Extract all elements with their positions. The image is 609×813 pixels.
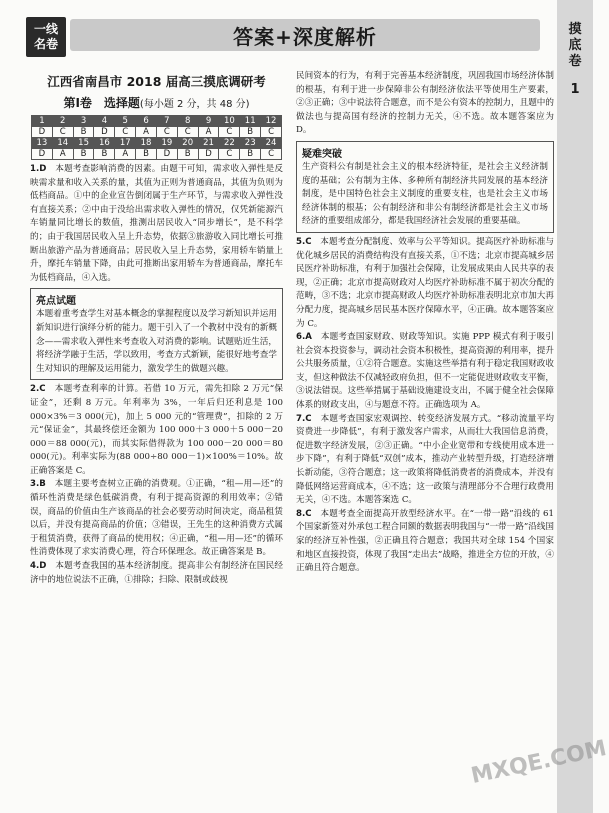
section-name: 第Ⅰ卷 选择题 bbox=[63, 96, 140, 110]
answer-cell: B bbox=[73, 149, 94, 160]
logo-line1: 一线 bbox=[33, 22, 58, 36]
section-note: (每小题 2 分，共 48 分) bbox=[139, 99, 250, 110]
answer-cell: C bbox=[219, 149, 240, 160]
answer-cell: C bbox=[115, 127, 136, 138]
q1-number: 1.D bbox=[30, 164, 47, 174]
answer-cell: B bbox=[73, 127, 94, 138]
q4-number: 4.D bbox=[30, 561, 47, 572]
q3-explanation bbox=[30, 478, 283, 560]
answer-cell: D bbox=[156, 149, 177, 160]
q8-text: 本题考查全面提高开放型经济水平。在“一带一路”沿线的 61 个国家新签对外承包工程合同额的数据表明我国与“一带一路”沿线国家的经济互补性强，②正确且符合题意；我国共对全球 154 个国家和地区直接投资，体现了我国“走出去”战略，推进全方位的开放，④正确且符合题意。 bbox=[296, 508, 555, 574]
difficulty-box bbox=[296, 141, 554, 233]
side-tab-label: 摸底卷 bbox=[568, 22, 582, 69]
question-number-cell: 14 bbox=[52, 138, 73, 149]
question-number-cell: 22 bbox=[219, 138, 240, 149]
answer-cell: B bbox=[240, 149, 261, 160]
q5-text: 本题考查分配制度、效率与公平等知识。提高医疗补助标准与优化城乡居民的消费结构没有直接关系，①不选；北京市提高城乡居民医疗补助标准，有利于加强社会保障，让发展成果由人民共享的表现，②正确；北京市提高财政对人均医疗补助标准不属于初次分配的范畴，③不选；北京市提高财政人均医疗补助标准表明北京市加大再分配力度，提高城乡居民基本医疗保障水平，④正确。故本题答案应为 C。 bbox=[296, 236, 554, 329]
q8-number: 8.C bbox=[296, 508, 312, 519]
q1-text: 本题考查影响消费的因素。由题干可知，需求收入弹性是反映需求量和收入关系的量，其值为正则为普通商品，其值为负则为低档商品。①中的企业宣告倒闭属于生产环节，与需求收入弹性没有直接关系；②中由于没给出需求收入弹性的情况，仅凭新能源汽车销量同比增长的数值，推测出居民收入“同步增长”，是不科学的；由于我国居民收入呈上升态势，依据③旅游收入同比增长可推断出旅游产品为普通商品；居民收入呈上升态势，家用轿车销量上升，摩托车销量下降，由此可推断出家用轿车为普通商品，摩托车为低档商品，④入选。 bbox=[30, 164, 283, 283]
answer-table-header-row bbox=[32, 116, 282, 127]
q4-continued: 民间资本的行为，有利于完善基本经济制度，巩固我国市场经济体制的根基，有利于进一步保障非公有制经济依法平等使用生产要素，②③正确；③中说法符合题意，而不是公有资本的控制力，且题中的做法也与提高国有经济的控制力无关，④不选。故本题答案应为 D。 bbox=[296, 71, 554, 136]
question-number-cell: 20 bbox=[177, 138, 198, 149]
logo-line2: 名卷 bbox=[33, 37, 58, 51]
q5-number: 5.C bbox=[296, 236, 312, 247]
answer-cell: D bbox=[94, 127, 115, 138]
question-number-cell: 10 bbox=[219, 116, 240, 127]
answer-table-answer-row bbox=[32, 127, 282, 138]
answer-cell: C bbox=[219, 127, 240, 138]
question-number-cell: 19 bbox=[156, 138, 177, 149]
q5-explanation bbox=[296, 236, 554, 331]
difficulty-box-text: 生产资料公有制是社会主义的根本经济特征，是社会主义经济制度的基础；公有制为主体、多种所有制经济共同发展的基本经济制度，是中国特色社会主义制度的重要支柱，也是社会主义市场经济体制的根基；公有制经济和非公有制经济都是社会主义市场经济的重要组成部分，都是我国经济社会发展的重要基础。 bbox=[302, 161, 548, 227]
q7-explanation bbox=[296, 413, 554, 508]
question-number-cell: 4 bbox=[94, 116, 115, 127]
question-number-cell: 23 bbox=[240, 138, 261, 149]
question-number-cell: 9 bbox=[198, 116, 219, 127]
highlight-box-title: 亮点试题 bbox=[36, 296, 76, 308]
highlight-box bbox=[30, 288, 283, 380]
q8-explanation bbox=[296, 508, 554, 576]
question-number-cell: 24 bbox=[261, 138, 282, 149]
q2-explanation bbox=[30, 383, 283, 478]
difficulty-box-title: 疑难突破 bbox=[302, 148, 342, 160]
q1-explanation bbox=[30, 163, 283, 285]
question-number-cell: 18 bbox=[136, 138, 157, 149]
answer-cell: A bbox=[115, 149, 136, 160]
question-number-cell: 13 bbox=[32, 138, 53, 149]
q3-text: 本题主要考查树立正确的消费观。①正确，“租—用—还”的循环性消费是绿色低碳消费，有利于提高资源的利用效率；②错误，商品的价值由生产该商品的社会必要劳动时间决定，商品租赁以后，并没有提高商品的价值；③错误，王先生的这种消费方式属于租赁消费，获得了商品的使用权；④正确，“租—用—还”的循环性消费体现了求实消费心理，符合环保理念。故正确答案是 B。 bbox=[30, 479, 283, 558]
question-number-cell: 16 bbox=[94, 138, 115, 149]
answer-cell: B bbox=[94, 149, 115, 160]
question-number-cell: 1 bbox=[32, 116, 53, 127]
q4-text: 本题考查我国的基本经济制度。提高非公有制经济在国民经济中的地位说法不正确，①排除；扫除、限制或歧视 bbox=[30, 561, 283, 585]
q6-text: 本题考查国家财政、财政等知识。实施 PPP 模式有利于吸引社会资本投资参与，调动社会资本积极性，提高资源的利用率，提升公共服务质量，①②符合题意。实施这些举措有利于稳定我国财政收支，但这种做法不仅减轻政府负担，但不一定能促进财政收支平衡，③说法错误。这些举措属于基础设施建设支出，不属于健全社会保障体系的财政支出，④与题意不符。正确选项为 A。 bbox=[296, 332, 554, 411]
right-column bbox=[296, 70, 554, 576]
answer-cell: B bbox=[136, 149, 157, 160]
answer-cell: D bbox=[32, 127, 53, 138]
answer-cell: D bbox=[198, 149, 219, 160]
q2-text: 本题考查利率的计算。若借 10 万元，需先扣除 2 万元“保证金”，还剩 8 万元。年利率为 3%，一年后归还利息是 100 000×3%＝3 000(元)，加上 5 000 元的“管理费”，扣除的 2 万元“保证金”，其最终偿还金额为 100 000＋3 000＋5 000－20 000＝88 000(元)，而其实际借得款为 100 000－20 000＝80 000(元)。利率实际为(88 000÷80 000－1)×100%＝10%。故正确答案是 C。 bbox=[30, 384, 283, 476]
answer-cell: C bbox=[261, 127, 282, 138]
q6-explanation bbox=[296, 331, 554, 413]
question-number-cell: 3 bbox=[73, 116, 94, 127]
q2-number: 2.C bbox=[30, 384, 46, 395]
q6-number: 6.A bbox=[296, 332, 312, 343]
left-column bbox=[30, 70, 283, 587]
q7-text: 本题考查国家宏观调控、转变经济发展方式。“移动流量平均资费进一步降低”，有利于激发客户需求，从而壮大我国信息消费，促进数字经济发展，②③正确。“中小企业宽带和专线使用成本进一步下降”，有利于降低“双创”成本，推动产业转型升级，打造经济增长新动能，③符合题意；这一政策将降低消费者的消费成本，并没有降低网络运营商成本，④不选；这一政策与清理部分不合理行政费用无关，④不选。本题答案选 C。 bbox=[296, 413, 554, 506]
question-number-cell: 15 bbox=[73, 138, 94, 149]
question-number-cell: 7 bbox=[156, 116, 177, 127]
side-tab bbox=[557, 0, 593, 813]
watermark: MXQE.COM bbox=[468, 735, 609, 790]
question-number-cell: 11 bbox=[240, 116, 261, 127]
answer-cell: B bbox=[177, 149, 198, 160]
answer-table-answer-row bbox=[32, 149, 282, 160]
section-heading bbox=[30, 94, 283, 111]
answer-cell: C bbox=[177, 127, 198, 138]
q3-number: 3.B bbox=[30, 479, 46, 490]
question-number-cell: 12 bbox=[261, 116, 282, 127]
answer-cell: B bbox=[240, 127, 261, 138]
answer-table bbox=[31, 115, 282, 160]
brand-logo bbox=[26, 17, 66, 57]
title-bar bbox=[70, 19, 540, 51]
page-number: 1 bbox=[570, 82, 580, 97]
question-number-cell: 6 bbox=[136, 116, 157, 127]
paper-title: 江西省南昌市 2018 届高三摸底调研考 bbox=[47, 74, 266, 89]
question-number-cell: 2 bbox=[52, 116, 73, 127]
question-number-cell: 8 bbox=[177, 116, 198, 127]
q4-explanation bbox=[30, 560, 283, 587]
question-number-cell: 17 bbox=[115, 138, 136, 149]
answer-cell: C bbox=[261, 149, 282, 160]
page-header bbox=[0, 0, 593, 58]
highlight-box-text: 本题着重考查学生对基本概念的掌握程度以及学习新知识并运用新知识进行演绎分析的能力。题干引入了一个教材中没有的新概念——需求收入弹性来考查收入对消费的影响。试题贴近生活，将经济学融于生活，学以致用，考查方式新颖，能很好地考查学生对知识的理解及运用能力，激发学生的做题兴趣。 bbox=[36, 309, 277, 374]
q7-number: 7.C bbox=[296, 413, 312, 424]
answer-cell: D bbox=[32, 149, 53, 160]
answer-cell: C bbox=[156, 127, 177, 138]
question-number-cell: 5 bbox=[115, 116, 136, 127]
question-number-cell: 21 bbox=[198, 138, 219, 149]
answer-cell: A bbox=[136, 127, 157, 138]
page-title: 答案+深度解析 bbox=[233, 25, 377, 49]
answer-cell: C bbox=[52, 127, 73, 138]
answer-cell: A bbox=[52, 149, 73, 160]
answer-table-header-row bbox=[32, 138, 282, 149]
answer-cell: A bbox=[198, 127, 219, 138]
